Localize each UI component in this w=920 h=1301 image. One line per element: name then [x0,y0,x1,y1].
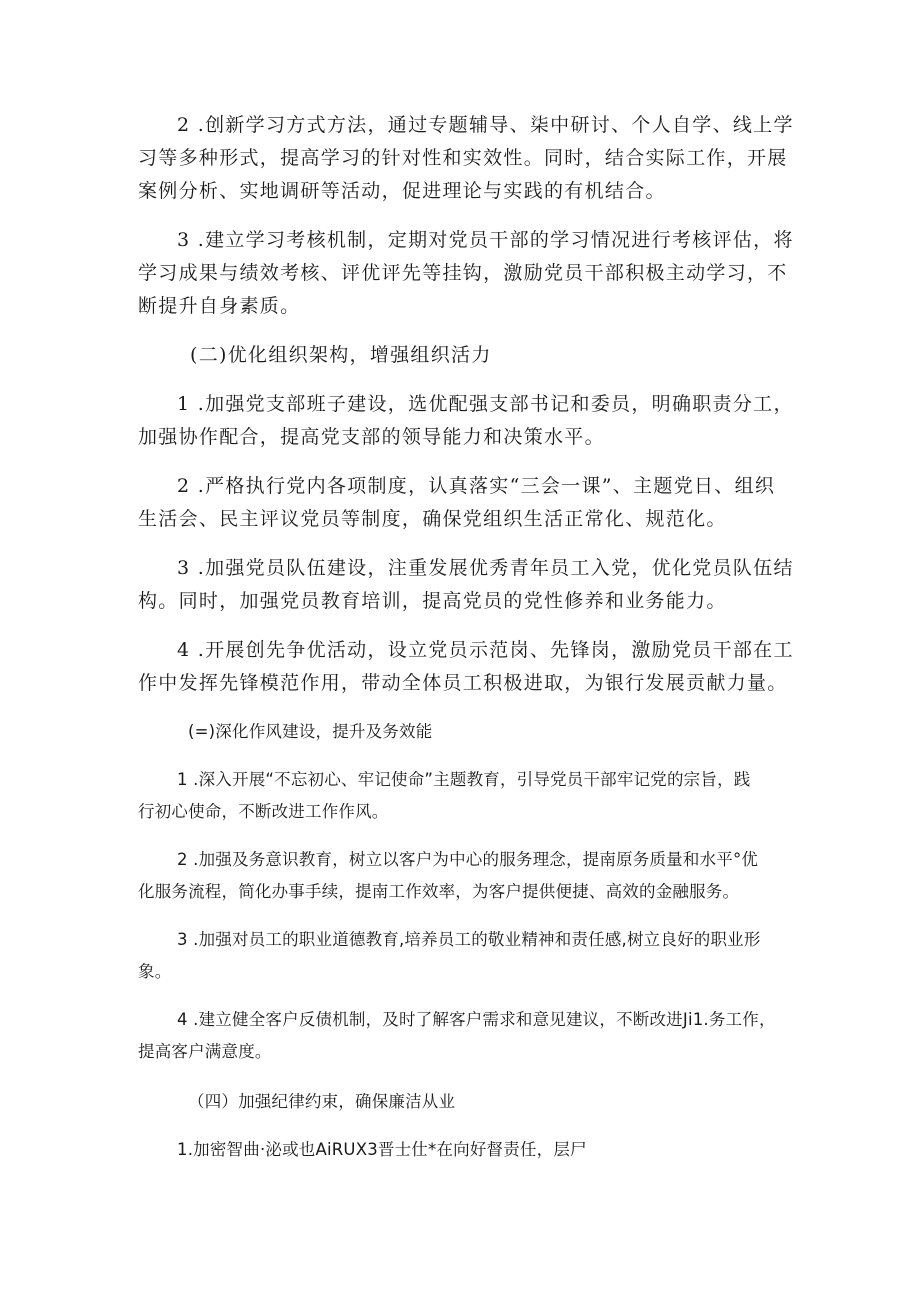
paragraph-2-line-3: 案例分析、实地调研等活动，促进理论与实践的有机结合。 [138,180,666,202]
section-heading-3: (=)深化作风建设，提升及务效能 [188,722,433,741]
style-item-2-line-1: 2 .加强及务意识教育，树立以客户为中心的服务理念，提南原务质量和水平°优 [177,850,759,869]
discipline-item-1-line-1: 1.加密智曲·泌或也AiRUX3晋士仕*在向好督责任，层尸 [177,1140,587,1159]
section-heading-2: (二)优化组织架构，增强组织活力 [190,344,492,366]
style-item-4-line-2: 提高客户满意度。 [138,1042,272,1061]
org-item-3-line-2: 构。同时，加强党员教育培训，提高党员的党性修养和业务能力。 [138,590,727,612]
style-item-3-line-1: 3 .加强对员工的职业道德教育,培养员工的敬业精神和责任感,树立良好的职业形 [177,930,761,949]
paragraph-3-line-2: 学习成果与绩效考核、评优评先等挂钩，激励党员干部积极主动学习，不 [138,262,788,284]
paragraph-2-line-1: 2 .创新学习方式方法，通过专题辅导、柒中研讨、个人自学、线上学 [177,114,794,136]
paragraph-3-line-3: 断提升自身素质。 [138,295,301,317]
style-item-1-line-1: 1 .深入开展“不忘初心、牢记使命”主题教育，引导党员干部牢记党的宗旨，践 [177,770,751,789]
org-item-3-line-1: 3 .加强党员队伍建设，注重发展优秀青年员工入党，优化党员队伍结 [177,557,794,579]
section-heading-4: （四）加强纪律约束，确保廉洁从业 [188,1092,456,1111]
paragraph-2-line-2: 习等多种形式，提高学习的针对性和实效性。同时，结合实际工作，开展 [138,147,788,169]
org-item-4-line-2: 作中发挥先锋模范作用，带动全体员工积极进取，为银行发展贡献力量。 [138,672,788,694]
style-item-1-line-2: 行初心使命，不断改进工作作风。 [138,802,389,821]
style-item-4-line-1: 4 .建立健全客户反债机制，及时了解客户需求和意见建议，不断改进Ji1.务工作， [177,1010,776,1029]
org-item-1-line-2: 加强协作配合，提高党支部的领导能力和决策水平。 [138,426,605,448]
org-item-2-line-1: 2 .严格执行党内各项制度，认真落实“三会一课”、主题党日、组织 [177,475,776,497]
org-item-1-line-1: 1 .加强党支部班子建设，选优配强支部书记和委员，明确职责分工， [177,393,794,415]
org-item-2-line-2: 生活会、民主评议党员等制度，确保党组织生活正常化、规范化。 [138,508,727,530]
paragraph-3-line-1: 3 .建立学习考核机制，定期对党员干部的学习情况进行考核评估，将 [177,229,794,251]
org-item-4-line-1: 4 .开展创先争优活动，设立党员示范岗、先锋岗，激励党员干部在工 [177,639,794,661]
style-item-2-line-2: 化服务流程，简化办事手续，提南工作效率，为客户提供便捷、高效的金融服务。 [138,882,740,901]
style-item-3-line-2: 象。 [138,962,172,981]
